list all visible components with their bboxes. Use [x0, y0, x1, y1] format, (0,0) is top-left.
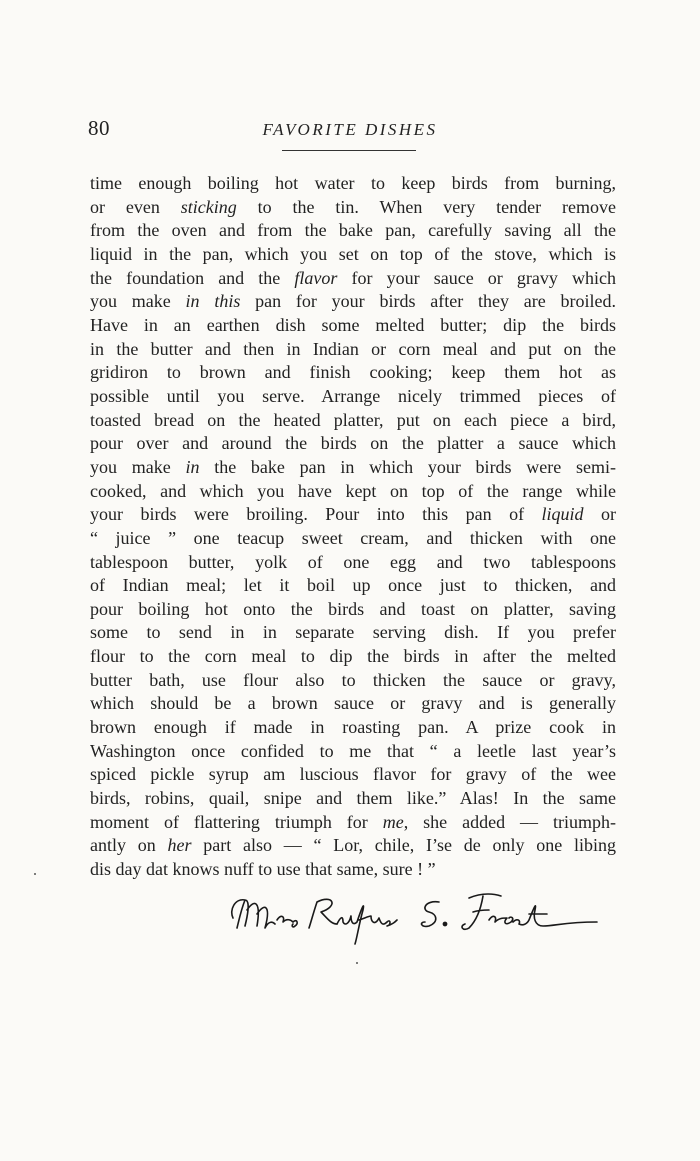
text-run: liquid in the pan, which you set on top of the stove, which is: [90, 243, 616, 264]
text-run: spiced pickle syrup am luscious flavor for gravy of the wee: [90, 764, 616, 785]
italic-text: in: [185, 456, 200, 477]
body-text: [90, 172, 616, 882]
text-line: [90, 621, 616, 645]
text-line: [90, 196, 616, 220]
text-line: [90, 290, 616, 314]
text-run: antly on: [90, 835, 168, 856]
text-line: [90, 598, 616, 622]
text-run: you make: [90, 291, 186, 312]
text-line: [90, 527, 616, 551]
text-run: flour to the corn meal to dip the birds in after the melted: [90, 646, 616, 667]
text-line: [90, 219, 616, 243]
text-run: from the oven and from the bake pan, carefully saving all the: [90, 220, 616, 241]
text-run: of Indian meal; let it boil up once just to thicken, and: [90, 575, 616, 596]
text-run: Have in an earthen dish some melted butter; dip the birds: [90, 314, 616, 335]
text-run: the bake pan in which your birds were semi-: [199, 456, 616, 477]
text-run: or: [583, 504, 616, 525]
text-run: dis day dat knows nuff to use that same, sure ! ”: [90, 859, 436, 880]
text-line: [90, 740, 616, 764]
text-line: [90, 811, 616, 835]
text-line: [90, 385, 616, 409]
text-line: [90, 456, 616, 480]
italic-text: me: [382, 811, 404, 832]
text-line: [90, 551, 616, 575]
text-run: toasted bread on the heated platter, put on each piece a bird,: [90, 409, 616, 430]
text-line: [90, 503, 616, 527]
text-run: moment of flattering triumph for: [90, 811, 383, 832]
text-run: “ juice ” one teacup sweet cream, and thicken with one: [90, 527, 616, 548]
text-run: brown enough if made in roasting pan. A prize cook in: [90, 717, 616, 738]
text-run: time enough boiling hot water to keep birds from burning,: [90, 173, 616, 193]
italic-text: her: [167, 835, 192, 856]
text-run: Washington once confided to me that “ a leetle last year’s: [90, 740, 616, 761]
text-line: [90, 692, 616, 716]
text-run: the foundation and the: [90, 267, 295, 288]
page-number: 80: [88, 116, 110, 140]
text-line: [90, 787, 616, 811]
text-line: [90, 645, 616, 669]
text-run: possible until you serve. Arrange nicely trimmed pieces of: [90, 385, 616, 406]
text-line: [90, 716, 616, 740]
text-line: [90, 361, 616, 385]
text-run: pan for your birds after they are broiled.: [240, 291, 616, 312]
italic-text: liquid: [541, 504, 584, 525]
text-run: part also — “ Lor, chile, I’se de only one libing: [191, 835, 616, 856]
text-run: pour boiling hot onto the birds and toast on platter, saving: [90, 598, 616, 619]
italic-text: sticking: [180, 196, 237, 217]
text-run: or even: [90, 196, 181, 217]
running-head: FAVORITE DISHES: [262, 120, 438, 139]
text-run: to the tin. When very tender remove: [236, 196, 617, 217]
italic-text: in this: [185, 291, 241, 312]
text-line: [90, 574, 616, 598]
text-line: [90, 267, 616, 291]
text-line: [90, 834, 616, 858]
text-run: cooked, and which you have kept on top of the range while: [90, 480, 616, 501]
text-run: pour over and around the birds on the platter a sauce which: [90, 433, 616, 454]
text-run: which should be a brown sauce or gravy and is generally: [90, 693, 616, 714]
running-head-rule: [282, 150, 416, 151]
text-line: [90, 858, 616, 882]
italic-text: flavor: [294, 267, 338, 288]
text-line: [90, 763, 616, 787]
page-mark-left: [34, 873, 36, 875]
text-run: you make: [90, 456, 186, 477]
text-line: [90, 172, 616, 196]
text-run: for your sauce or gravy which: [337, 267, 616, 288]
text-run: gridiron to brown and finish cooking; keep them hot as: [90, 362, 616, 383]
text-run: birds, robins, quail, snipe and them like.” Alas! In the same: [90, 788, 616, 809]
text-line: [90, 314, 616, 338]
text-run: some to send in in separate serving dish. If you prefer: [90, 622, 616, 643]
text-run: tablespoon butter, yolk of one egg and two tablespoons: [90, 551, 616, 572]
text-run: , she added — triumph-: [403, 811, 616, 832]
text-line: [90, 243, 616, 267]
text-line: [90, 480, 616, 504]
text-run: butter bath, use flour also to thicken the sauce or gravy,: [90, 669, 616, 690]
text-line: [90, 338, 616, 362]
handwritten-signature: [225, 880, 625, 950]
text-line: [90, 432, 616, 456]
page-mark-bottom: [356, 962, 358, 964]
text-run: in the butter and then in Indian or corn meal and put on the: [90, 338, 616, 359]
text-line: [90, 669, 616, 693]
text-run: your birds were broiling. Pour into this pan of: [90, 504, 542, 525]
text-line: [90, 409, 616, 433]
